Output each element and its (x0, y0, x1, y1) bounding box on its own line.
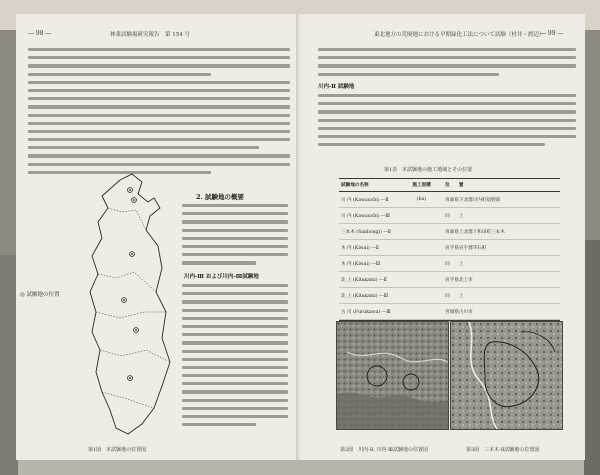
table-cell-location: 同 上 (445, 213, 464, 219)
site-table (339, 178, 560, 321)
tohoku-map (50, 172, 192, 442)
table-cell-location: 青森県上北郡十和田町三本木 (445, 229, 505, 235)
photo-caption-1: 第2図 川内-Ⅱ, 川内-Ⅲ試験地の位置図 (340, 447, 428, 453)
table-cell-name: 古 川 (Furukawa) ―Ⅲ (341, 309, 391, 315)
table-cell-location: 岩手県北上市 (445, 277, 473, 283)
stone-weight-right (584, 240, 600, 475)
table-cell-location: 同 上 (445, 261, 464, 267)
aerial-photo-sanbongi (450, 321, 563, 430)
right-body-text-top (318, 48, 576, 81)
table-cell-location: 宮城県古川市 (445, 309, 473, 315)
table-cell-name: 木 内 (Kiwai) ―Ⅲ (341, 261, 381, 267)
table-row (339, 272, 560, 288)
photo-caption-2: 第3図 三本木-Ⅱ試験地の位置図 (466, 447, 540, 453)
left-body-text-top (28, 48, 290, 179)
table-cell-name: 北 上 (Kitakami) ―Ⅱ (341, 277, 387, 283)
table-cell-location: 岩手県岩手郡雫石町 (445, 245, 487, 251)
left-body-text-right-1 (182, 204, 288, 270)
aerial-photo-kawauchi (336, 321, 449, 430)
table-cell-name: 三本木 (Sanbongi) ―Ⅱ (341, 229, 391, 235)
table-cell-name: 川 内 (Kawauchi) ―Ⅲ (341, 213, 390, 219)
left-body-text-right-2 (182, 284, 288, 431)
table-cell-unit: (ha) (416, 197, 427, 202)
left-subsection-heading: 川内-Ⅲ および川内-Ⅲ試験地 (184, 274, 259, 280)
table-header-name: 試験地の名称 (341, 183, 369, 188)
right-running-head: 東北地方の荒廃地における早期緑化工法について試験（村井・渡辺） (374, 32, 545, 38)
table-cell-location: 青森県下北郡川内町宿野部 (445, 197, 501, 203)
right-subsection-heading: 川内-Ⅱ 試験地 (318, 84, 355, 90)
table-header-row (339, 179, 560, 192)
right-body-text-mid (318, 94, 576, 151)
left-running-head: 林業試験場研究報告 第 154 号 (110, 32, 190, 38)
left-section-heading: 2. 試験地の概要 (196, 193, 245, 201)
table-row (339, 192, 560, 208)
table-cell-location: 同 上 (445, 293, 464, 299)
left-page-number: ― 98 ― (28, 30, 52, 37)
table-cell-name: 木 内 (Kiwai) ―Ⅱ (341, 245, 379, 251)
right-page-number: ― 99 ― (540, 30, 564, 37)
table-row (339, 224, 560, 240)
table-row (339, 288, 560, 304)
left-figure-caption: 第1図 本試験地の位置図 (88, 447, 147, 453)
table-row (339, 256, 560, 272)
table-caption: 第1表 本試験地の施工地域とその位置 (384, 167, 473, 173)
table-row (339, 240, 560, 256)
table-header-location: 位 置 (445, 183, 464, 188)
table-cell-name: 川 内 (Kawauchi) ―Ⅱ (341, 197, 389, 203)
table-row (339, 208, 560, 224)
map-legend: ◎ 試験地の位置 (20, 292, 60, 298)
table-cell-name: 北 上 (Kitakami) ―Ⅲ (341, 293, 389, 299)
table-header-area: 施工面積 (412, 183, 431, 188)
table-row (339, 304, 560, 320)
